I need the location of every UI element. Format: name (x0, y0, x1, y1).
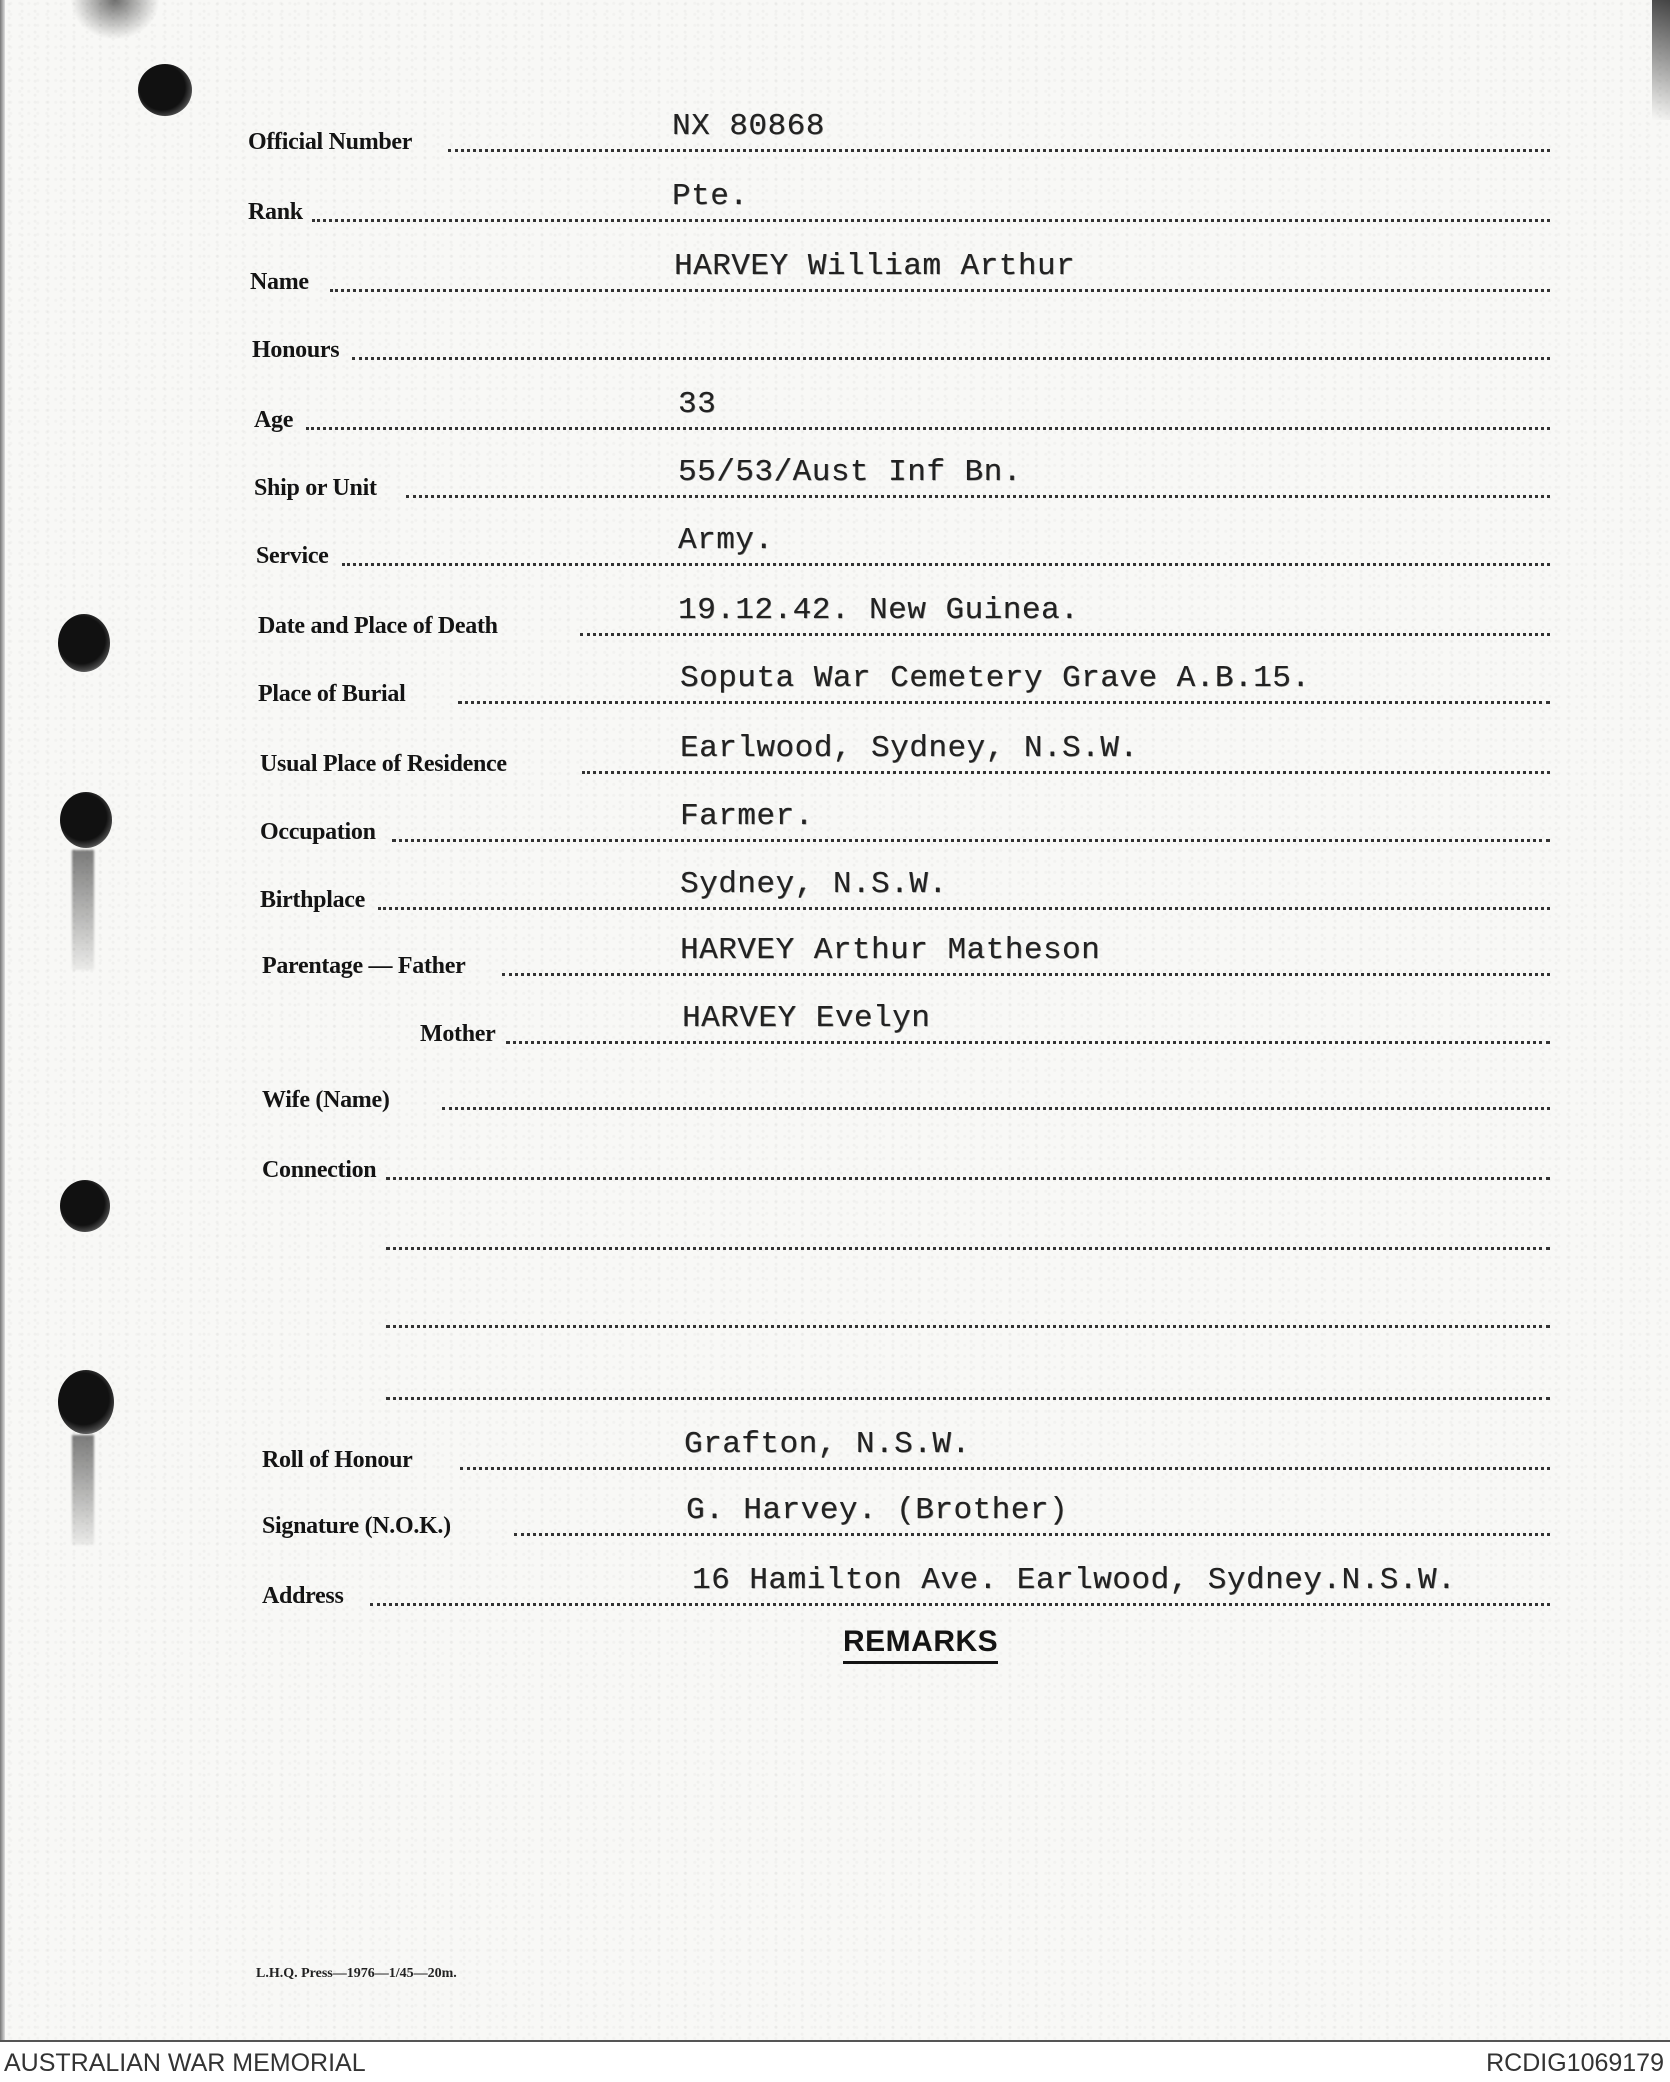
dotted-line (306, 427, 1550, 430)
dotted-line (312, 219, 1550, 222)
field-value: NX 80868 (672, 109, 825, 144)
form-row-name (0, 236, 1670, 296)
field-value: Sydney, N.S.W. (680, 867, 948, 902)
form-row-place-of-burial (0, 648, 1670, 708)
field-label: Service (256, 543, 329, 569)
field-label: Parentage — Father (262, 953, 466, 979)
dotted-line (330, 289, 1550, 292)
form-row-connection (0, 1124, 1670, 1184)
form-row-usual-residence (0, 718, 1670, 778)
field-value: HARVEY William Arthur (674, 249, 1076, 284)
field-label: Birthplace (260, 887, 365, 913)
field-value: G. Harvey. (Brother) (686, 1493, 1069, 1528)
dotted-line (506, 1041, 1550, 1044)
dotted-line (448, 149, 1550, 152)
form-row-official-number (0, 96, 1670, 156)
dotted-line (502, 973, 1550, 976)
dotted-line (460, 1467, 1550, 1470)
dotted-line (406, 495, 1550, 498)
field-value: 19.12.42. New Guinea. (678, 593, 1080, 628)
form-row-wife (0, 1054, 1670, 1114)
form-row-occupation (0, 786, 1670, 846)
dotted-line (386, 1247, 1550, 1250)
dotted-line (370, 1603, 1550, 1606)
field-value: 55/53/Aust Inf Bn. (678, 455, 1022, 490)
dotted-line (342, 563, 1550, 566)
form-row-roll-of-honour (0, 1414, 1670, 1474)
field-value: Soputa War Cemetery Grave A.B.15. (680, 661, 1311, 696)
form-row-connection-continued (0, 1272, 1670, 1332)
field-label: Rank (248, 199, 303, 225)
dotted-line (514, 1533, 1550, 1536)
dotted-line (392, 839, 1550, 842)
field-label: Name (250, 269, 309, 295)
field-value: HARVEY Evelyn (682, 1001, 931, 1036)
field-label: Signature (N.O.K.) (262, 1513, 451, 1539)
form-row-date-place-of-death (0, 580, 1670, 640)
field-value: Earlwood, Sydney, N.S.W. (680, 731, 1139, 766)
printer-imprint: L.H.Q. Press—1976—1/45—20m. (256, 1966, 457, 1981)
field-label: Age (254, 407, 294, 433)
field-label: Address (262, 1583, 344, 1609)
field-value: Farmer. (680, 799, 814, 834)
field-value: 16 Hamilton Ave. Earlwood, Sydney.N.S.W. (692, 1563, 1457, 1598)
form-row-service (0, 510, 1670, 570)
dotted-line (458, 701, 1550, 704)
dotted-line (378, 907, 1550, 910)
dotted-line (386, 1325, 1550, 1328)
field-label: Ship or Unit (254, 475, 377, 501)
form-row-signature (0, 1480, 1670, 1540)
dotted-line (580, 633, 1550, 636)
footer-institution: AUSTRALIAN WAR MEMORIAL (4, 2049, 366, 2077)
field-label: Occupation (260, 819, 376, 845)
dotted-line (582, 771, 1550, 774)
form-row-connection-continued (0, 1344, 1670, 1404)
remarks-heading: REMARKS (843, 1625, 998, 1664)
field-value: Grafton, N.S.W. (684, 1427, 971, 1462)
footer-record-id: RCDIG1069179 (1486, 2049, 1664, 2077)
dotted-line (352, 357, 1550, 360)
form-row-honours (0, 304, 1670, 364)
form-row-mother (0, 988, 1670, 1048)
form-row-father (0, 920, 1670, 980)
scan-smudge (70, 0, 160, 40)
form-row-rank (0, 166, 1670, 226)
field-value: Army. (678, 523, 774, 558)
form-row-age (0, 374, 1670, 434)
dotted-line (386, 1177, 1550, 1180)
field-value: HARVEY Arthur Matheson (680, 933, 1101, 968)
form-row-address (0, 1550, 1670, 1610)
archive-footer (0, 2040, 1670, 2082)
field-value: 33 (678, 387, 717, 422)
field-label: Usual Place of Residence (260, 751, 507, 777)
field-label: Connection (262, 1157, 377, 1183)
form-row-connection-continued (0, 1194, 1670, 1254)
dotted-line (442, 1107, 1550, 1110)
field-label: Official Number (248, 129, 413, 155)
field-label: Honours (252, 337, 340, 363)
field-label: Wife (Name) (262, 1087, 390, 1113)
field-label: Mother (420, 1021, 496, 1047)
field-value: Pte. (672, 179, 749, 214)
field-label: Roll of Honour (262, 1447, 413, 1473)
dotted-line (386, 1397, 1550, 1400)
form-row-ship-or-unit (0, 442, 1670, 502)
field-label: Place of Burial (258, 681, 406, 707)
field-label: Date and Place of Death (258, 613, 498, 639)
form-row-birthplace (0, 854, 1670, 914)
